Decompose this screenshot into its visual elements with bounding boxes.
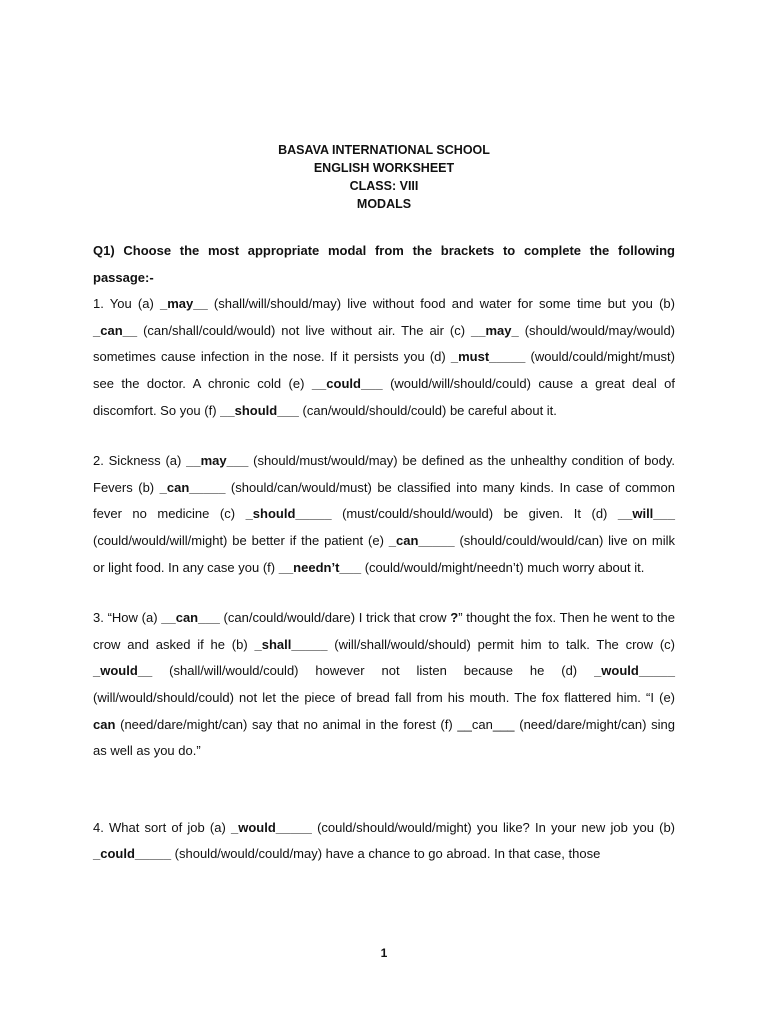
passage-text: (will/would/should/could) not let the piece of bread fall from his mouth. The fox flattered him. “I (e) xyxy=(93,689,675,705)
passage-text: (should/can/would/must) be classified into many kinds. In case of common fever no medicine (c) xyxy=(93,479,675,522)
worksheet-header xyxy=(0,141,768,213)
passage-3 xyxy=(93,605,675,765)
passage-2 xyxy=(93,448,675,581)
answer-blank: _can__ xyxy=(93,322,138,338)
passage-text: 3. “How (a) xyxy=(93,610,162,626)
answer-blank: can xyxy=(93,716,116,732)
passage-text: (should/could/would/can) live on milk or light food. In any case you (f) xyxy=(93,532,676,575)
worksheet-subject: ENGLISH WORKSHEET xyxy=(313,161,455,175)
question-title: Q1) Choose the most appropriate modal from the brackets to complete the following passage:- xyxy=(93,243,675,285)
passage-text: (shall/will/would/could) however not listen because he (d) xyxy=(152,663,595,679)
answer-blank: __may___ xyxy=(186,453,249,469)
passage-text: 1. You (a) xyxy=(93,296,160,312)
passage-text: (will/shall/would/should) permit him to talk. The crow (c) xyxy=(327,636,675,652)
passage-text: ” thought the fox. Then he went to the crow and asked if he (b) xyxy=(93,610,675,652)
answer-blank: ? xyxy=(450,610,459,626)
passage-text: (shall/will/should/may) live without food and water for some time but you (b) xyxy=(207,296,675,312)
answer-blank: __could___ xyxy=(311,375,383,391)
passage-text: (should/must/would/may) be defined as the unhealthy condition of body. Fevers (b) xyxy=(93,453,675,495)
passage-text: 4. What sort of job (a) xyxy=(93,819,231,835)
answer-blank: _would__ xyxy=(93,663,153,679)
answer-blank: _could_____ xyxy=(93,846,172,862)
answer-blank: _shall_____ xyxy=(254,636,328,652)
worksheet-body xyxy=(93,238,675,868)
answer-blank: _would_____ xyxy=(594,663,675,679)
passage-text: (should/would/could/may) have a chance to go abroad. In that case, those xyxy=(171,846,601,862)
answer-blank: _may__ xyxy=(159,296,208,312)
passage-text: (can/would/should/could) be careful about it. xyxy=(298,402,557,418)
class-label: CLASS: VIII xyxy=(349,179,419,193)
answer-blank: __may_ xyxy=(471,322,519,338)
passage-text: (can/shall/could/would) not live without air. The air (c) xyxy=(137,322,472,338)
passage-text: (must/could/should/would) be given. It (d) xyxy=(331,506,618,522)
passage-4 xyxy=(93,815,675,868)
passage-text: (could/would/will/might) be better if the patient (e) xyxy=(93,532,389,548)
page-number: 1 xyxy=(380,946,388,960)
answer-blank: _must_____ xyxy=(450,349,526,365)
answer-blank: _should_____ xyxy=(245,506,332,522)
answer-blank: _can_____ xyxy=(388,532,455,548)
answer-blank: _would_____ xyxy=(230,819,312,835)
passage-text: 2. Sickness (a) xyxy=(93,453,187,469)
answer-blank: __can___ xyxy=(161,610,220,626)
school-name: BASAVA INTERNATIONAL SCHOOL xyxy=(278,143,490,157)
passage-text: (could/should/would/might) you like? In your new job you (b) xyxy=(311,819,675,835)
passage-1 xyxy=(93,291,675,424)
passage-text: (would/will/should/could) cause a great deal of discomfort. So you (f) xyxy=(93,375,675,418)
passage-text: (can/could/would/dare) I trick that crow xyxy=(219,610,451,626)
answer-blank: _can_____ xyxy=(159,479,226,495)
passage-text: (should/would/may/would) sometimes cause infection in the nose. If it persists you (d) xyxy=(93,322,676,365)
passage-text: (need/dare/might/can) say that no animal in the forest (f) __can___ (need/dare/might/can) sing as well as you do.” xyxy=(93,716,675,759)
answer-blank: __will___ xyxy=(617,506,675,522)
topic-label: MODALS xyxy=(356,197,412,211)
passage-text: (would/could/might/must) see the doctor. A chronic cold (e) xyxy=(93,349,675,391)
answer-blank: __should___ xyxy=(220,402,299,418)
answer-blank: __needn’t___ xyxy=(278,559,362,575)
passage-text: (could/would/might/needn’t) much worry about it. xyxy=(361,559,645,575)
